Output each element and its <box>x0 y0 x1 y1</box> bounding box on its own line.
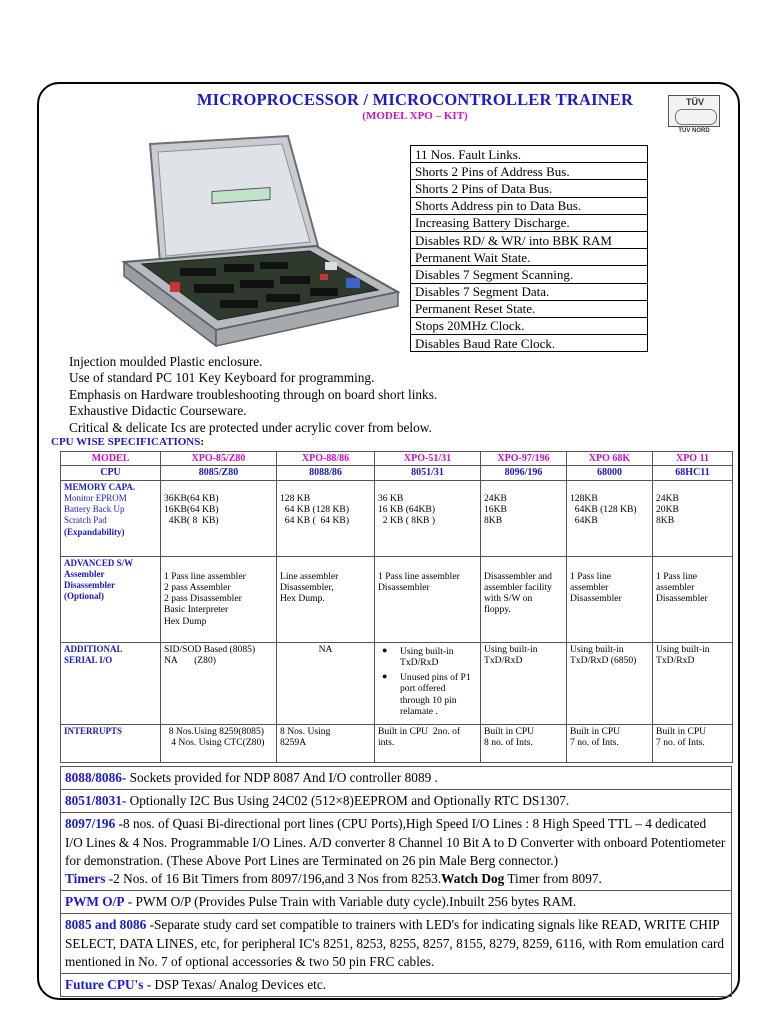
cpu-cell: 68000 <box>567 466 653 480</box>
fault-link-cell: Shorts 2 Pins of Address Bus. <box>411 163 648 180</box>
fault-links-table <box>410 145 648 352</box>
note-cell <box>61 914 732 974</box>
model-cell: XPO-88/86 <box>277 452 375 466</box>
advanced-sw-value: 1 Pass line assembler Disassembler <box>570 570 622 605</box>
note-key: Timers <box>65 871 106 887</box>
note-cell <box>61 767 732 790</box>
note-bold-text: Watch Dog <box>441 871 505 887</box>
memory-row <box>61 480 733 556</box>
feature-item: Exhaustive Didactic Courseware. <box>69 403 247 419</box>
notes-table <box>60 766 732 997</box>
memory-label <box>61 480 161 556</box>
note-row <box>61 891 732 914</box>
note-cell <box>61 813 732 891</box>
logo-caption: TUV NORD <box>678 128 710 134</box>
fault-link-row <box>411 214 648 231</box>
note-key: 8085 and 8086 <box>65 917 147 933</box>
trainer-kit-photo <box>120 134 400 349</box>
fault-link-row <box>411 335 648 352</box>
interrupts-row <box>61 724 733 762</box>
fault-link-row <box>411 231 648 248</box>
interrupts-cell <box>277 724 375 762</box>
advanced-sw-value: 1 Pass line assembler 2 pass Assembler 2 pass Disassembler Basic Interpreter Hex Dump <box>164 570 246 627</box>
advanced-sw-cell <box>481 556 567 642</box>
interrupts-value: 8 Nos.Using 8259(8085) 4 Nos. Using CTC(Z80) <box>168 725 265 748</box>
serial-io-bullets <box>378 646 477 718</box>
memory-label-line: Monitor EPROM <box>64 492 127 503</box>
fault-link-row <box>411 180 648 197</box>
interrupts-value: 8 Nos. Using 8259A <box>280 725 331 748</box>
interrupts-value: Built in CPU 2no. of ints. <box>378 725 461 748</box>
fault-link-cell: Permanent Reset State. <box>411 300 648 317</box>
note-text: -8 nos. of Quasi Bi-directional port lines (CPU Ports),High Speed I/O Lines : 8 High Speed TTL – 4 dedicated I/O Lines & 4 Nos. Programmable I/O Lines. A/D converter 8 Channel 10 Bit A to D Converter with onboard Potentiometer for demonstration. (These Above Port Lines are Terminated on 26 pin Male Berg connector.) <box>65 816 726 868</box>
serial-io-bullet: ● Unused pins of P1 port offered through 10 pin relamate . <box>400 672 477 717</box>
cpu-cell: 68HC11 <box>653 466 733 480</box>
fault-link-row <box>411 146 648 163</box>
advanced-sw-value: 1 Pass line assembler Disassembler <box>378 570 460 593</box>
fault-link-row <box>411 163 648 180</box>
model-cell: XPO-85/Z80 <box>161 452 277 466</box>
note-key: Future CPU's - <box>65 977 152 993</box>
serial-io-value: Using built-in TxD/RxD <box>656 643 710 666</box>
note-key: 8097/196 <box>65 816 116 832</box>
page-subtitle: (MODEL XPO – KIT) <box>362 110 468 122</box>
memory-cell <box>481 480 567 556</box>
memory-label-line: Battery Back Up <box>64 504 125 515</box>
spec-heading-colon: : <box>200 436 205 448</box>
cpu-cell: 8088/86 <box>277 466 375 480</box>
fault-link-cell: Disables Baud Rate Clock. <box>411 335 648 352</box>
interrupts-cell <box>653 724 733 762</box>
note-cell <box>61 974 732 997</box>
serial-io-line: ADDITIONAL <box>64 643 123 654</box>
note-row <box>61 790 732 813</box>
note-text: Optionally I2C Bus Using 24C02 (512×8)EEPROM and Optionally RTC DS1307. <box>126 793 570 809</box>
fault-link-cell: Disables 7 Segment Scanning. <box>411 266 648 283</box>
serial-io-cell <box>567 642 653 724</box>
note-key: 8051/8031- <box>65 793 127 809</box>
memory-value: 24KB 20KB 8KB <box>656 492 679 527</box>
note-text: - PWM O/P (Provides Pulse Train with Variable duty cycle).Inbuilt 256 bytes RAM. <box>124 894 577 910</box>
logo-mark-text: TÜV <box>686 97 704 107</box>
model-label: MODEL <box>61 452 161 466</box>
page-title: MICROPROCESSOR / MICROCONTROLLER TRAINER <box>196 90 634 109</box>
advanced-sw-cell <box>567 556 653 642</box>
interrupts-value: Built in CPU 7 no. of Ints. <box>656 725 707 748</box>
memory-cell <box>653 480 733 556</box>
serial-io-line: SERIAL I/O <box>64 654 113 665</box>
fault-link-cell: Shorts Address pin to Data Bus. <box>411 197 648 214</box>
advanced-sw-value: Disassembler and assembler facility with S/W on floppy. <box>484 570 552 616</box>
fault-link-cell: Disables 7 Segment Data. <box>411 283 648 300</box>
memory-value: 36 KB 16 KB (64KB) 2 KB ( 8KB ) <box>378 492 436 527</box>
serial-io-cell <box>161 642 277 724</box>
memory-cell <box>277 480 375 556</box>
note-row <box>61 767 732 790</box>
cpu-cell: 8085/Z80 <box>161 466 277 480</box>
serial-io-cell <box>653 642 733 724</box>
serial-io-cell <box>375 642 481 724</box>
fault-link-row <box>411 317 648 334</box>
feature-item: Use of standard PC 101 Key Keyboard for programming. <box>69 370 375 386</box>
fault-link-row <box>411 249 648 266</box>
advanced-sw-line: Disassembler <box>64 580 115 591</box>
note-cell <box>61 790 732 813</box>
memory-label-note: (Expandability) <box>64 526 125 537</box>
fault-link-cell: Permanent Wait State. <box>411 249 648 266</box>
cpu-cell: 8051/31 <box>375 466 481 480</box>
advanced-sw-cell <box>653 556 733 642</box>
cpu-row <box>61 466 733 480</box>
note-key: 8088/8086- <box>65 770 127 785</box>
fault-link-cell: 11 Nos. Fault Links. <box>411 146 648 163</box>
spec-heading-text: CPU WISE SPECIFICATIONS <box>51 436 201 448</box>
advanced-sw-title: ADVANCED S/W <box>64 557 134 568</box>
note-text: DSP Texas/ Analog Devices etc. <box>151 977 327 993</box>
advanced-sw-cell <box>161 556 277 642</box>
advanced-sw-row <box>61 556 733 642</box>
advanced-sw-value: 1 Pass line assembler Disassembler <box>656 570 708 605</box>
note-text: Timer from 8097. <box>504 871 602 887</box>
feature-item: Critical & delicate Ics are protected under acrylic cover from below. <box>69 419 432 435</box>
fault-link-cell: Increasing Battery Discharge. <box>411 214 648 231</box>
cpu-label: CPU <box>61 466 161 480</box>
interrupts-cell <box>375 724 481 762</box>
memory-cell <box>567 480 653 556</box>
serial-io-cell <box>481 642 567 724</box>
note-row <box>61 914 732 974</box>
spec-heading <box>51 436 204 448</box>
model-cell: XPO 68K <box>567 452 653 466</box>
serial-io-value: SID/SOD Based (8085) NA (Z80) <box>164 643 256 666</box>
certification-logo <box>668 95 720 135</box>
advanced-sw-label <box>61 556 161 642</box>
fault-link-cell: Shorts 2 Pins of Data Bus. <box>411 180 648 197</box>
model-cell: XPO-51/31 <box>375 452 481 466</box>
model-cell: XPO 11 <box>653 452 733 466</box>
serial-io-row <box>61 642 733 724</box>
memory-value: 128 KB 64 KB (128 KB) 64 KB ( 64 KB) <box>280 492 350 527</box>
advanced-sw-cell <box>375 556 481 642</box>
note-row <box>61 974 732 997</box>
serial-io-bullet: ● Using built-in TxD/RxD <box>400 646 477 669</box>
fault-link-row <box>411 266 648 283</box>
memory-cell <box>375 480 481 556</box>
memory-value: 36KB(64 KB) 16KB(64 KB) 4KB( 8 KB) <box>164 492 219 527</box>
logo-seal-icon <box>675 109 717 125</box>
feature-item: Emphasis on Hardware troubleshooting through on board short links. <box>69 386 438 402</box>
fault-link-row <box>411 300 648 317</box>
memory-label-title: MEMORY CAPA. <box>64 481 136 492</box>
note-row <box>61 813 732 891</box>
interrupts-value: Built in CPU 8 no. of Ints. <box>484 725 535 748</box>
model-row <box>61 452 733 466</box>
note-text: -Separate study card set compatible to trainers with LED's for indicating signals like READ, WRITE CHIP SELECT, DATA LINES, etc, for peripheral IC's 8251, 8253, 8255, 8257, 8155, 8279, 8259, 6116, with Rom emulation card mentioned in No. 7 of optional accessories & two 50 pin FRC cables. <box>65 917 725 969</box>
note-text: -2 Nos. of 16 Bit Timers from 8097/196,and 3 Nos from 8253. <box>105 871 442 887</box>
advanced-sw-line: (Optional) <box>64 591 105 602</box>
advanced-sw-line: Assembler <box>64 568 105 579</box>
feature-list <box>69 354 437 436</box>
serial-io-value: Using built-in TxD/RxD (6850) <box>570 643 637 666</box>
fault-link-row <box>411 283 648 300</box>
advanced-sw-cell <box>277 556 375 642</box>
interrupts-cell <box>567 724 653 762</box>
logo-box <box>668 95 720 127</box>
memory-value: 24KB 16KB 8KB <box>484 492 507 527</box>
interrupts-value: Built in CPU 7 no. of Ints. <box>570 725 621 748</box>
feature-item: Injection moulded Plastic enclosure. <box>69 354 263 369</box>
model-cell: XPO-97/196 <box>481 452 567 466</box>
note-cell <box>61 891 732 914</box>
serial-io-cell <box>277 642 375 724</box>
serial-io-label <box>61 642 161 724</box>
note-text: Sockets provided for NDP 8087 And I/O controller 8089 . <box>126 770 438 785</box>
memory-value: 128KB 64KB (128 KB) 64KB <box>570 492 637 527</box>
memory-label-line: Scratch Pad <box>64 515 107 526</box>
advanced-sw-value: Line assembler Disassembler, Hex Dump. <box>280 570 339 605</box>
serial-io-value: Using built-in TxD/RxD <box>484 643 538 666</box>
interrupts-cell <box>481 724 567 762</box>
note-key: PWM O/P <box>65 894 125 910</box>
fault-link-cell: Stops 20MHz Clock. <box>411 317 648 334</box>
fault-link-cell: Disables RD/ & WR/ into BBK RAM <box>411 231 648 248</box>
interrupts-label-text: INTERRUPTS <box>64 725 123 736</box>
memory-cell <box>161 480 277 556</box>
cpu-spec-table <box>60 451 733 763</box>
interrupts-cell <box>161 724 277 762</box>
serial-io-value: NA <box>318 643 333 655</box>
fault-link-row <box>411 197 648 214</box>
cpu-cell: 8096/196 <box>481 466 567 480</box>
interrupts-label <box>61 724 161 762</box>
